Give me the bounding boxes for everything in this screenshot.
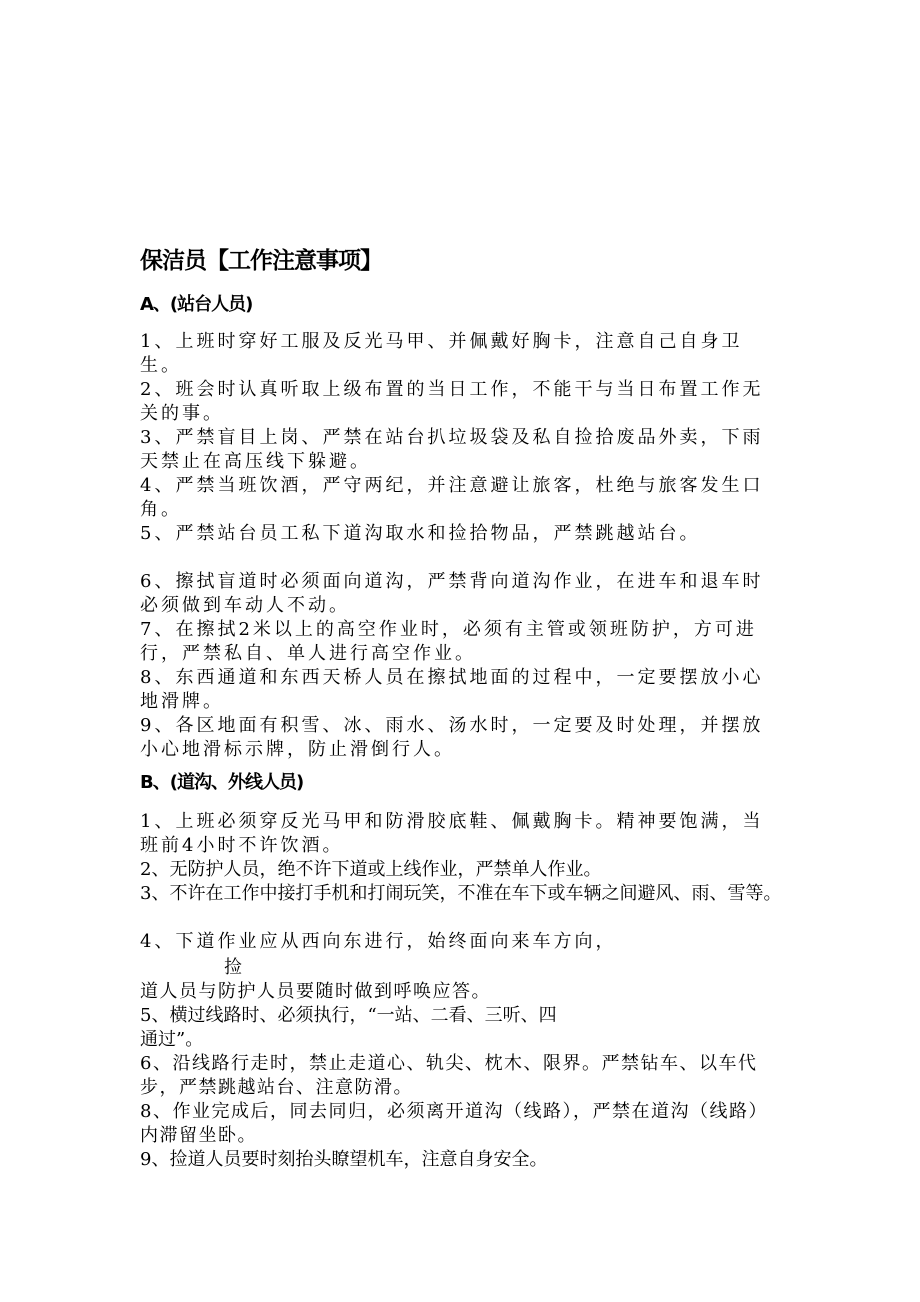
section-a-item: 7、在擦拭2米以上的高空作业时，必须有主管或领班防护，方可进行，严禁私自、单人进行高空作业。 <box>140 619 757 664</box>
section-b-item-fragment: 捡 <box>224 957 242 978</box>
section-b-item: 道人员与防护人员要随时做到呼唤应答。 <box>140 981 491 1002</box>
document-title: 保洁员【工作注意事项】 <box>140 248 382 274</box>
section-a-item: 6、擦拭盲道时必须面向道沟，严禁背向道沟作业，在进车和退车时必须做到车动人不动。 <box>140 571 764 616</box>
section-b-item: 1、上班必须穿反光马甲和防滑胶底鞋、佩戴胸卡。精神要饱满，当班前4小时不许饮酒。 <box>140 811 764 856</box>
section-b-item-fragment: 通过”。 <box>140 1029 204 1050</box>
section-a-heading: A、(站台人员) <box>140 294 253 315</box>
section-b-heading: B、(道沟、外线人员) <box>140 772 304 793</box>
section-b-item: 2、无防护人员，绝不许下道或上线作业，严禁单人作业。 <box>140 859 602 880</box>
section-b-item: 4、下道作业应从西向东进行，始终面向来车方向， <box>140 931 617 952</box>
section-b-item: 5、横过线路时、必须执行，“一站、二看、三听、四 <box>140 1005 557 1026</box>
section-a-item: 5、严禁站台员工私下道沟取水和捡拾物品，严禁跳越站台。 <box>140 523 701 544</box>
section-a-item: 3、严禁盲目上岗、严禁在站台扒垃圾袋及私自捡拾废品外卖，下雨天禁止在高压线下躲避。 <box>140 427 764 472</box>
section-b-item: 6、沿线路行走时，禁止走道心、轨尖、枕木、限界。严禁钻车、以车代步，严禁跳越站台、注意防滑。 <box>140 1053 758 1098</box>
section-a-item: 2、班会时认真听取上级布置的当日工作，不能干与当日布置工作无关的事。 <box>140 379 764 424</box>
section-a-item: 8、东西通道和东西天桥人员在擦拭地面的过程中，一定要摆放小心地滑牌。 <box>140 667 764 712</box>
section-b-item: 3、不许在工作中接打手机和打闹玩笑，不准在车下或车辆之间避风、雨、雪等。 <box>140 883 782 904</box>
section-b-item: 8、作业完成后，同去同归，必须离开道沟（线路），严禁在道沟（线路）内滞留坐卧。 <box>140 1101 768 1146</box>
section-a-item: 1、上班时穿好工服及反光马甲、并佩戴好胸卡，注意自己自身卫生。 <box>140 331 743 376</box>
section-b-item: 9、捡道人员要时刻抬头瞭望机车，注意自身安全。 <box>140 1149 548 1170</box>
section-a-item: 9、各区地面有积雪、冰、雨水、汤水时，一定要及时处理，并摆放小心地滑标示牌，防止滑倒行人。 <box>140 715 764 760</box>
section-a-item: 4、严禁当班饮酒，严守两纪，并注意避让旅客，杜绝与旅客发生口角。 <box>140 475 764 520</box>
